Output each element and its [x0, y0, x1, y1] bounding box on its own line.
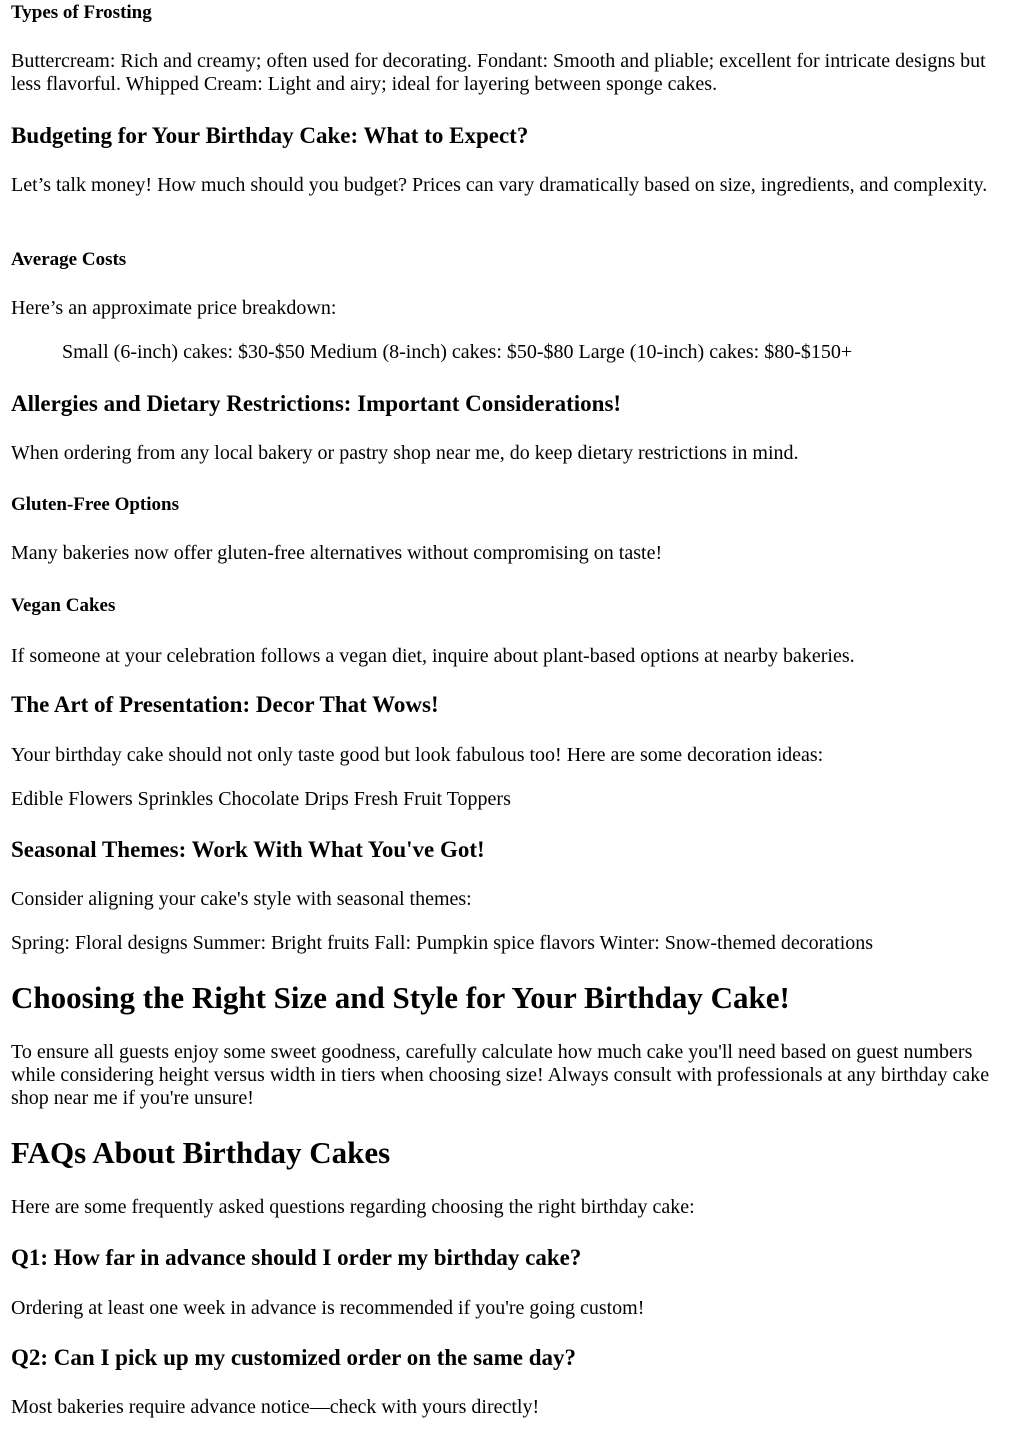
heading-size-and-style: Choosing the Right Size and Style for Your Birthday Cake! — [11, 980, 790, 1015]
paragraph-dietary-restrictions: When ordering from any local bakery or pastry shop near me, do keep dietary restrictions in mind. — [11, 442, 799, 464]
paragraph-size-and-style: To ensure all guests enjoy some sweet goodness, carefully calculate how much cake you'll need based on guest numbers while considering height versus width in tiers when choosing size! Always consult with professionals at any birthday cake shop near me if you're unsure! — [11, 1041, 990, 1109]
heading-types-of-frosting: Types of Frosting — [11, 2, 152, 23]
paragraph-gluten-free: Many bakeries now offer gluten-free alternatives without compromising on taste! — [11, 542, 663, 564]
heading-gluten-free: Gluten-Free Options — [11, 494, 180, 515]
paragraph-faqs-intro: Here are some frequently asked questions regarding choosing the right birthday cake: — [11, 1196, 695, 1218]
paragraph-faq-a1: Ordering at least one week in advance is recommended if you're going custom! — [11, 1297, 645, 1319]
list-decoration-ideas: Edible Flowers Sprinkles Chocolate Drips Fresh Fruit Toppers — [11, 788, 511, 810]
paragraph-vegan: If someone at your celebration follows a vegan diet, inquire about plant-based options at nearby bakeries. — [11, 645, 855, 667]
heading-average-costs: Average Costs — [11, 249, 127, 270]
paragraph-faq-a2: Most bakeries require advance notice—check with yours directly! — [11, 1396, 540, 1418]
heading-faqs: FAQs About Birthday Cakes — [11, 1135, 391, 1170]
heading-faq-q2: Q2: Can I pick up my customized order on the same day? — [11, 1345, 577, 1370]
heading-presentation: The Art of Presentation: Decor That Wows! — [11, 692, 439, 717]
heading-budgeting: Budgeting for Your Birthday Cake: What to Expect? — [11, 123, 529, 148]
paragraph-frosting-types: Buttercream: Rich and creamy; often used for decorating. Fondant: Smooth and pliable; excellent for intricate designs but less flavorful. Whipped Cream: Light and airy; ideal for layering between sponge cakes. — [11, 50, 986, 95]
paragraph-seasonal-intro: Consider aligning your cake's style with seasonal themes: — [11, 888, 472, 910]
list-price-breakdown: Small (6-inch) cakes: $30-$50 Medium (8-inch) cakes: $50-$80 Large (10-inch) cakes: $80-$150+ — [62, 341, 853, 363]
heading-seasonal-themes: Seasonal Themes: Work With What You've Got! — [11, 837, 485, 862]
paragraph-decoration-intro: Your birthday cake should not only taste good but look fabulous too! Here are some decoration ideas: — [11, 744, 824, 766]
paragraph-price-breakdown-intro: Here’s an approximate price breakdown: — [11, 297, 337, 319]
heading-allergies: Allergies and Dietary Restrictions: Important Considerations! — [11, 391, 622, 416]
paragraph-budget-intro: Let’s talk money! How much should you budget? Prices can vary dramatically based on size, ingredients, and complexity. — [11, 174, 988, 196]
heading-vegan-cakes: Vegan Cakes — [11, 595, 116, 616]
list-seasonal-themes: Spring: Floral designs Summer: Bright fruits Fall: Pumpkin spice flavors Winter: Snow-themed decorations — [11, 932, 874, 954]
heading-faq-q1: Q1: How far in advance should I order my birthday cake? — [11, 1245, 582, 1270]
